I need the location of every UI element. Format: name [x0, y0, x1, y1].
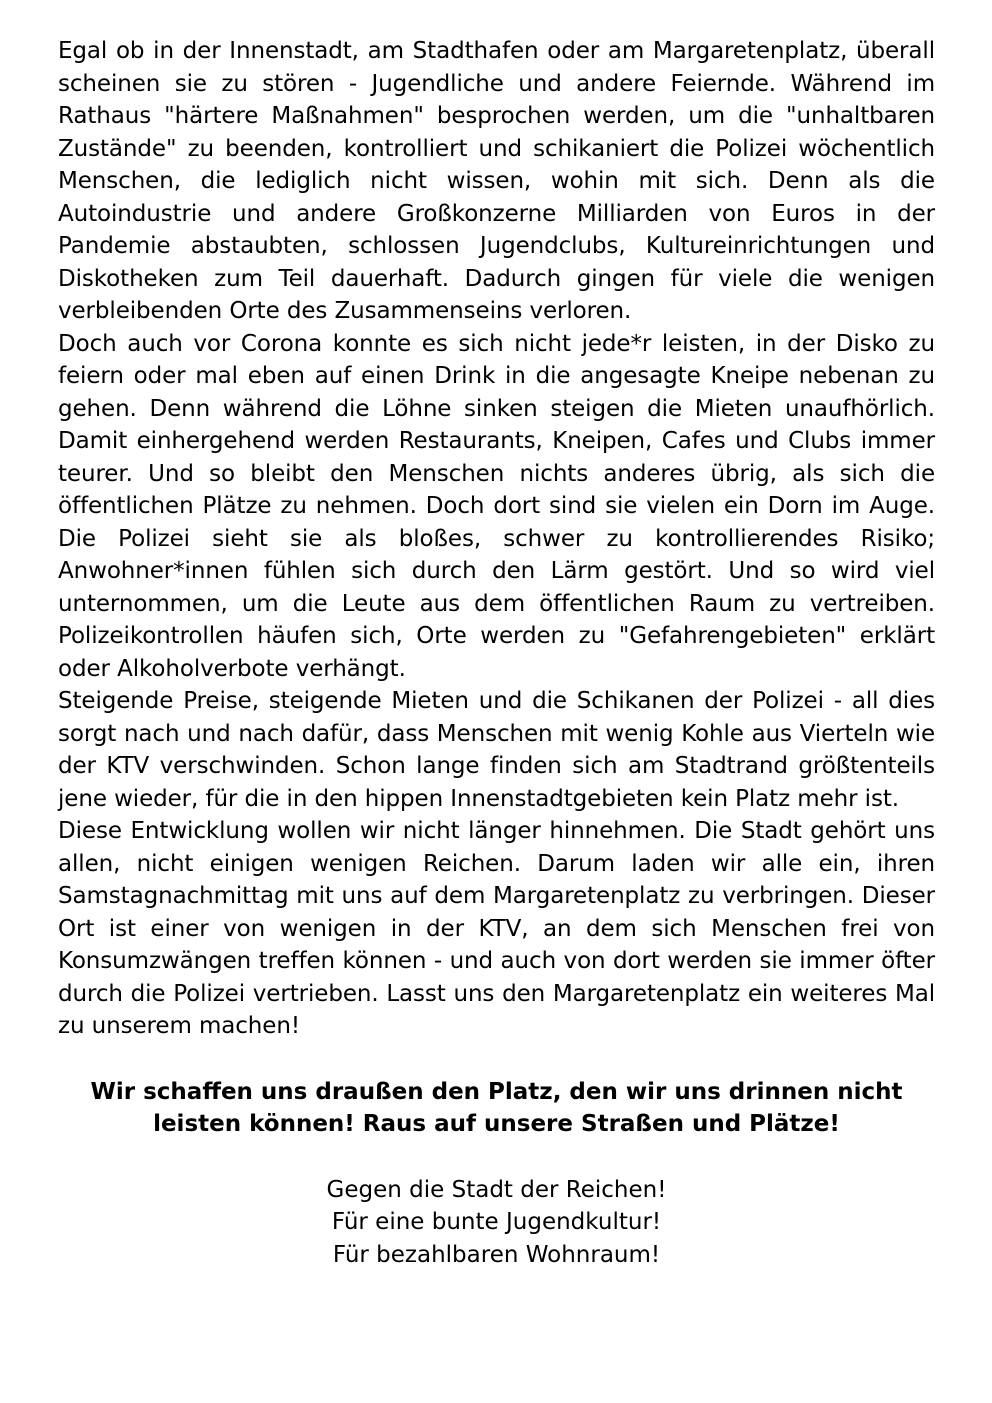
paragraph-corona: Doch auch vor Corona konnte es sich nicht jede*r leisten, in der Disko zu feiern oder mal eben auf einen Drink in die angesagte Kneipe nebenan zu gehen. Denn während die Löhne sinken steigen die Mieten unaufhörlich. Damit einhergehend werden Restaurants, Kneipen, Cafes und Clubs immer teurer. Und so bleibt den Menschen nichts anderes übrig, als sich die öffentlichen Plätze zu nehmen. Doch dort sind sie vielen ein Dorn im Auge. Die Polizei sieht sie als bloßes, schwer zu kontrollierendes Risiko; Anwohner*innen fühlen sich durch den Lärm gestört. Und so wird viel unternommen, um die Leute aus dem öffentlichen Raum zu vertreiben. Polizeikontrollen häufen sich, Orte werden zu "Gefahrengebieten" erklärt oder Alkoholverbote verhängt.: [58, 330, 935, 682]
paragraph-call-to-action: Diese Entwicklung wollen wir nicht länger hinnehmen. Die Stadt gehört uns allen, nicht einigen wenigen Reichen. Darum laden wir alle ein, ihren Samstagnachmittag mit uns auf dem Margaretenplatz zu verbringen. Dieser Ort ist einer von wenigen in der KTV, an dem sich Menschen frei von Konsumzwängen treffen können - und auch von dort werden sie immer öfter durch die Polizei vertrieben. Lasst uns den Margaretenplatz ein weiteres Mal zu unserem machen!: [58, 818, 935, 1039]
demand-item: Für eine bunte Jugendkultur!: [331, 1209, 662, 1235]
paragraph-displacement: Steigende Preise, steigende Mieten und die Schikanen der Polizei - all dies sorgt nach und nach dafür, dass Menschen mit wenig Kohle aus Vierteln wie der KTV verschwinden. Schon lange finden sich am Stadtrand größtenteils jene wieder, für die in den hippen Innenstadtgebieten kein Platz mehr ist.: [58, 688, 935, 812]
slogan-heading: Wir schaffen uns draußen den Platz, den wir uns drinnen nicht leisten können! Raus auf unsere Straßen und Plätze!: [90, 1078, 903, 1137]
demands-list: [58, 1174, 935, 1272]
demand-item: Gegen die Stadt der Reichen!: [326, 1176, 667, 1203]
flyer-page: [58, 35, 935, 1271]
paragraph-intro: Egal ob in der Innenstadt, am Stadthafen oder am Margaretenplatz, überall scheinen sie zu stören - Jugendliche und andere Feiernde. Während im Rathaus "härtere Maßnahmen" besprochen werden, um die "unhaltbaren Zustände" zu beenden, kontrolliert und schikaniert die Polizei wöchentlich Menschen, die lediglich nicht wissen, wohin mit sich. Denn als die Autoindustrie und andere Großkonzerne Milliarden von Euros in der Pandemie abstaubten, schlossen Jugendclubs, Kultureinrichtungen und Diskotheken zum Teil dauerhaft. Dadurch gingen für viele die wenigen verbleibenden Orte des Zusammenseins verloren.: [58, 38, 935, 324]
demand-item: Für bezahlbaren Wohnraum!: [332, 1241, 661, 1268]
